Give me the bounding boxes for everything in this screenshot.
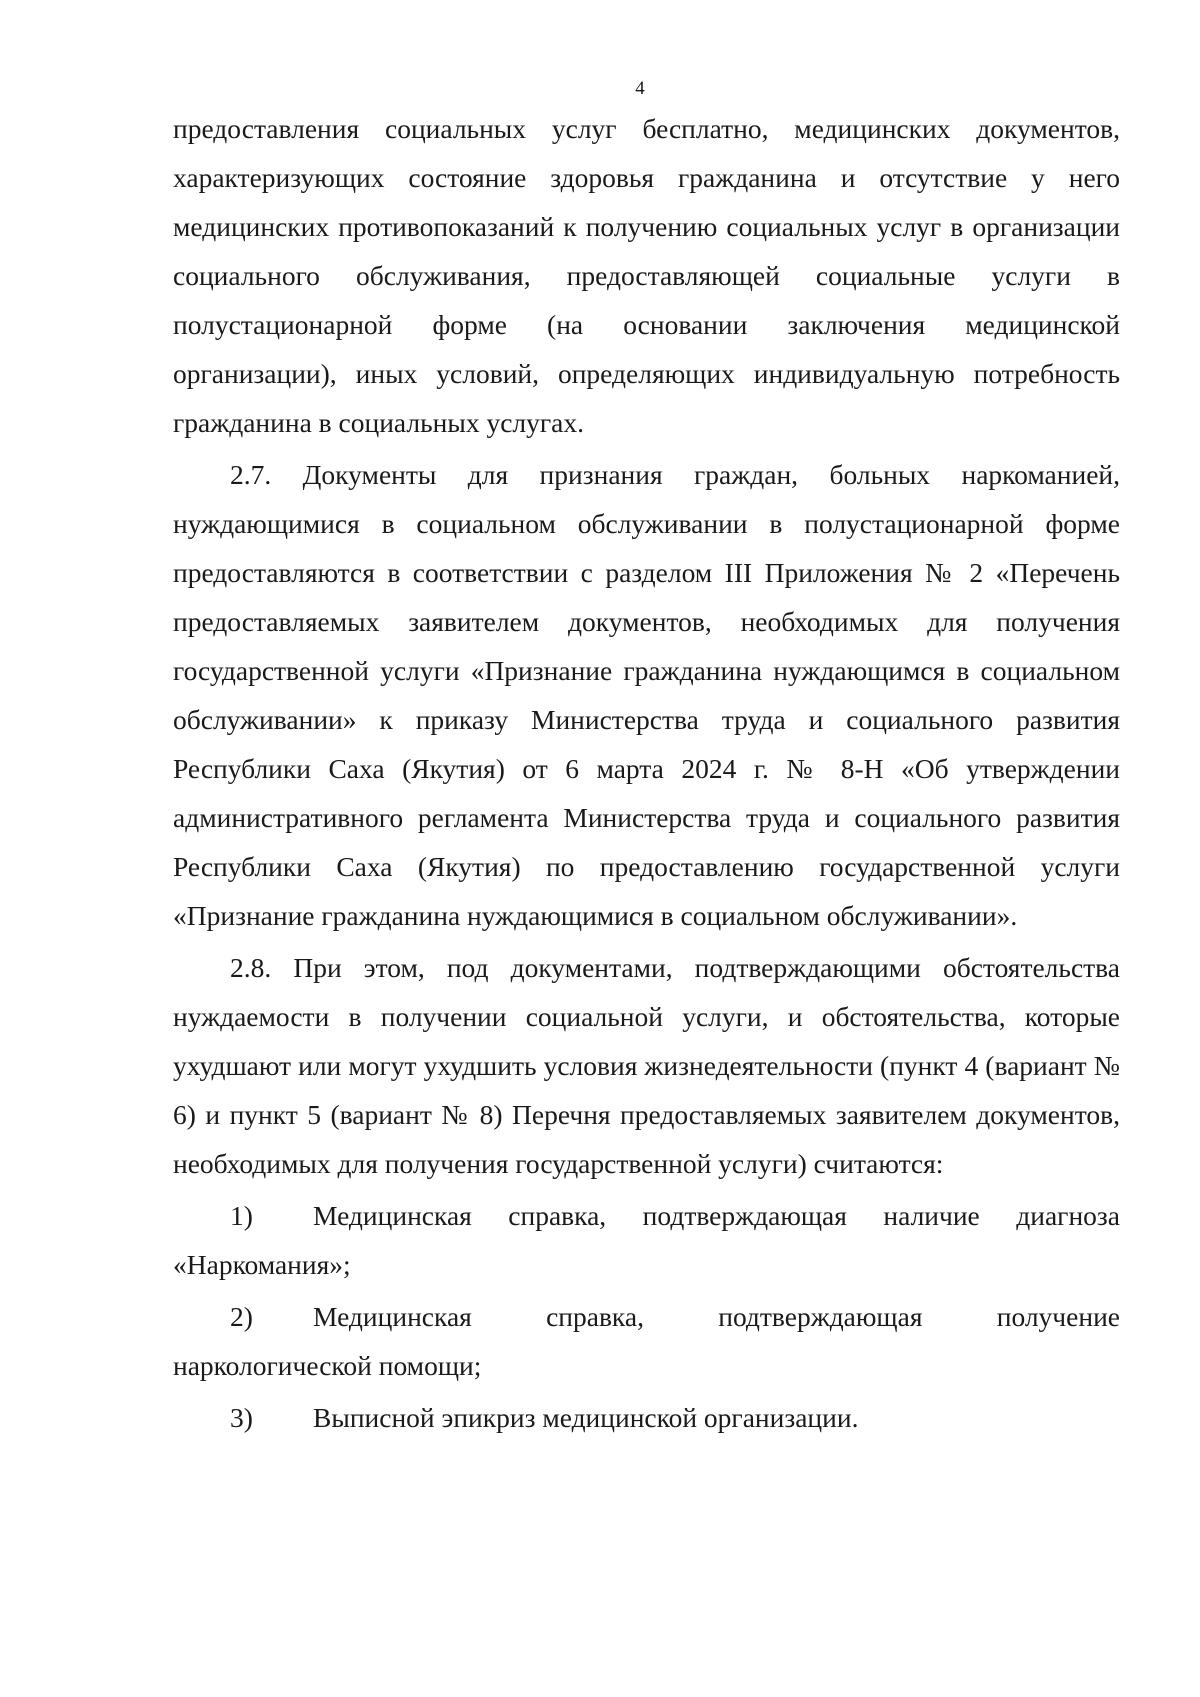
page-number: 4 (635, 78, 645, 99)
list-item-3-text: Выписной эпикриз медицинской организации. (313, 1402, 859, 1433)
list-item-1-first-line (173, 1191, 1120, 1240)
list-item-3 (173, 1393, 1120, 1442)
list-item-2-continuation: наркологической помощи; (173, 1350, 482, 1381)
paragraph-continuation: предоставления социальных услуг бесплатно, медицинских документов, характеризующих состояние здоровья гражданина и отсутствие у него медицинских противопоказаний к получению социальных услуг в организации социального обслуживания, предоставляющей социальные услуги в полустационарной форме (на основании заключения медицинской организации), иных условий, определяющих индивидуальную потребность гражданина в социальных услугах. (173, 113, 1120, 438)
paragraph-2-8: 2.8. При этом, под документами, подтверждающими обстоятельства нуждаемости в получении социальной услуги, и обстоятельства, которые ухудшают или могут ухудшить условия жизнедеятельности (пункт 4 (вариант № 6) и пункт 5 (вариант № 8) Перечня предоставляемых заявителем документов, необходимых для получения государственной услуги) считаются: (173, 952, 1120, 1179)
list-item-2 (173, 1292, 1120, 1390)
list-item-2-text: Медицинская справка, подтверждающая получение (313, 1301, 1120, 1332)
paragraph-2-7: 2.7. Документы для признания граждан, больных наркоманией, нуждающимися в социальном обслуживании в полустационарной форме предоставляются в соответствии с разделом III Приложения № 2 «Перечень предоставляемых заявителем документов, необходимых для получения государственной услуги «Признание гражданина нуждающимся в социальном обслуживании» к приказу Министерства труда и социального развития Республики Саха (Якутия) от 6 марта 2024 г. № 8-Н «Об утверждении административного регламента Министерства труда и социального развития Республики Саха (Якутия) по предоставлению государственной услуги «Признание гражданина нуждающимися в социальном обслуживании». (173, 459, 1120, 931)
list-item-2-first-line (173, 1292, 1120, 1341)
list-item-2-number: 2) (230, 1301, 253, 1332)
document-body (173, 104, 1120, 1442)
list-item-1-number: 1) (230, 1200, 253, 1231)
list-item-1-continuation: «Наркомания»; (173, 1249, 351, 1280)
list-item-1 (173, 1191, 1120, 1289)
list-item-3-number: 3) (230, 1402, 253, 1433)
list-item-1-text: Медицинская справка, подтверждающая наличие диагноза (313, 1200, 1120, 1231)
